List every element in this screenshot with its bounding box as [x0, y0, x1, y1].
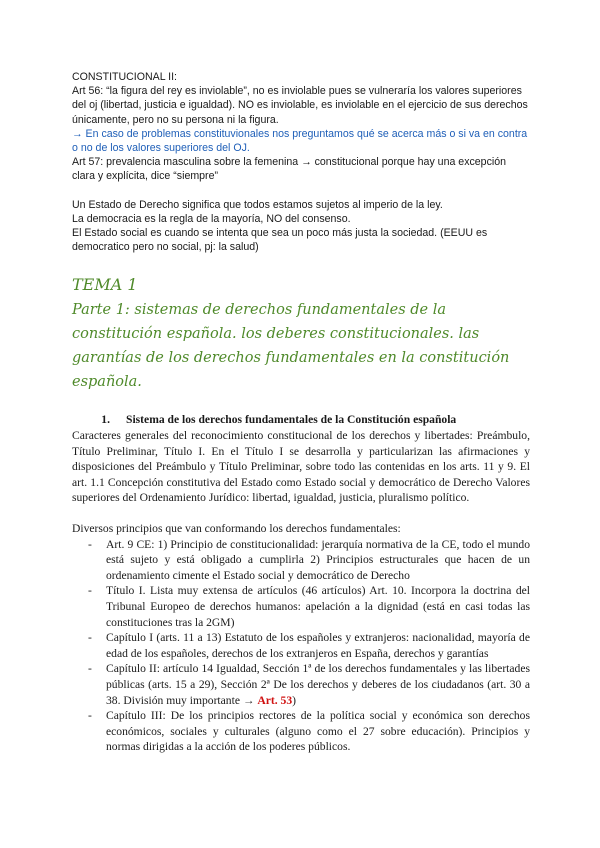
note-democracia: La democracia es la regla de la mayoría, NO del consenso. — [72, 212, 351, 225]
list-item: - Art. 9 CE: 1) Principio de constitucionalidad: jerarquía normativa de la CE, todo el mundo está sujeto y está obligado a cumplirla 2) Principios estructurales que hacen de un ordenamiento cimente el Estado social y democrático de Derecho — [88, 537, 530, 582]
section-title: Sistema de los derechos fundamentales de la Constitución española — [126, 413, 457, 427]
note-estado-derecho: Un Estado de Derecho significa que todos estamos sujetos al imperio de la ley. — [72, 198, 443, 211]
section-number: 1. — [101, 413, 110, 427]
section-1 — [72, 412, 530, 754]
notes-heading: CONSTITUCIONAL II: — [72, 71, 177, 83]
list-item: - Capítulo I (arts. 11 a 13) Estatuto de los españoles y extranjeros: nacionalidad, mayoría de edad de los españoles, derechos de los extranjeros en España, derechos y garantías — [88, 631, 530, 660]
list-item: - Capítulo II: artículo 14 Igualdad, Sección 1ª de los derechos fundamentales y las libertades públicas (arts. 15 a 29), Sección 2ª De los derechos y deberes de los ciudadanos (art. 30 a 38. División muy importante → Art. 53) — [88, 662, 530, 707]
list-item: - Capítulo III: De los principios rectores de la política social y económica son derechos económicos, sociales y culturales (alguno como el 27 sobre educación). Principios y normas dirigidas a la acción de los poderes públicos. — [88, 709, 530, 754]
note-art57: Art 57: prevalencia masculina sobre la femenina → constitucional porque hay una excepción clara y explícita, dice “siempre” — [72, 156, 507, 183]
highlight-art53: Art. 53 — [257, 693, 293, 707]
note-arrow: → En caso de problemas constituvionales nos preguntamos qué se acerca más o si va en contra o no de los valores superiores del OJ. — [72, 127, 528, 155]
list-item: - Título I. Lista muy extensa de artículos (46 artículos) Art. 10. Incorpora la doctrina del Tribunal Europeo de derechos humanos: apelación a la dignidad (está en casi todas las constituciones tras la 2GM) — [88, 584, 530, 629]
section-heading — [72, 412, 530, 428]
parte-title: Parte 1: sistemas de derechos fundamentales de la constitución española. los deberes constitucionales. las garantías de los derechos fundamentales en la constitución española. — [72, 302, 510, 391]
note-art56: Art 56: “la figura del rey es inviolable”, no es inviolable pues se vulneraría los valores superiores del oj (libertad, justicia e igualdad). NO es inviolable, es inviolable en el ejercicio de sus derechos únicamente, pero no su persona ni la figura. — [72, 85, 528, 126]
principles-intro: Diversos principios que van conformando los derechos fundamentales: — [72, 522, 401, 535]
principles-list — [72, 537, 530, 755]
tema-title: TEMA 1 — [72, 275, 138, 295]
document-page — [72, 70, 530, 755]
section-paragraph: Caracteres generales del reconocimiento constitucional de los derechos y libertades: Preámbulo, Título Preliminar, Título I. En el Título I se desarrolla y particularizan las afirmaciones y disposiciones del Preámbulo y Título Preliminar, sobre todo las contenidas en los arts. 11 y 9. El art. 1.1 Concepción constitutiva del Estado como Estado social y democrático de Derecho Valores superiores del Ordenamiento Jurídico: libertad, igualdad, justicia, pluralismo político. — [72, 429, 530, 505]
handwritten-notes — [72, 70, 530, 254]
note-estado-social: El Estado social es cuando se intenta que sea un poco más justa la sociedad. (EEUU es democratico pero no social, pj: la salud) — [72, 227, 488, 254]
